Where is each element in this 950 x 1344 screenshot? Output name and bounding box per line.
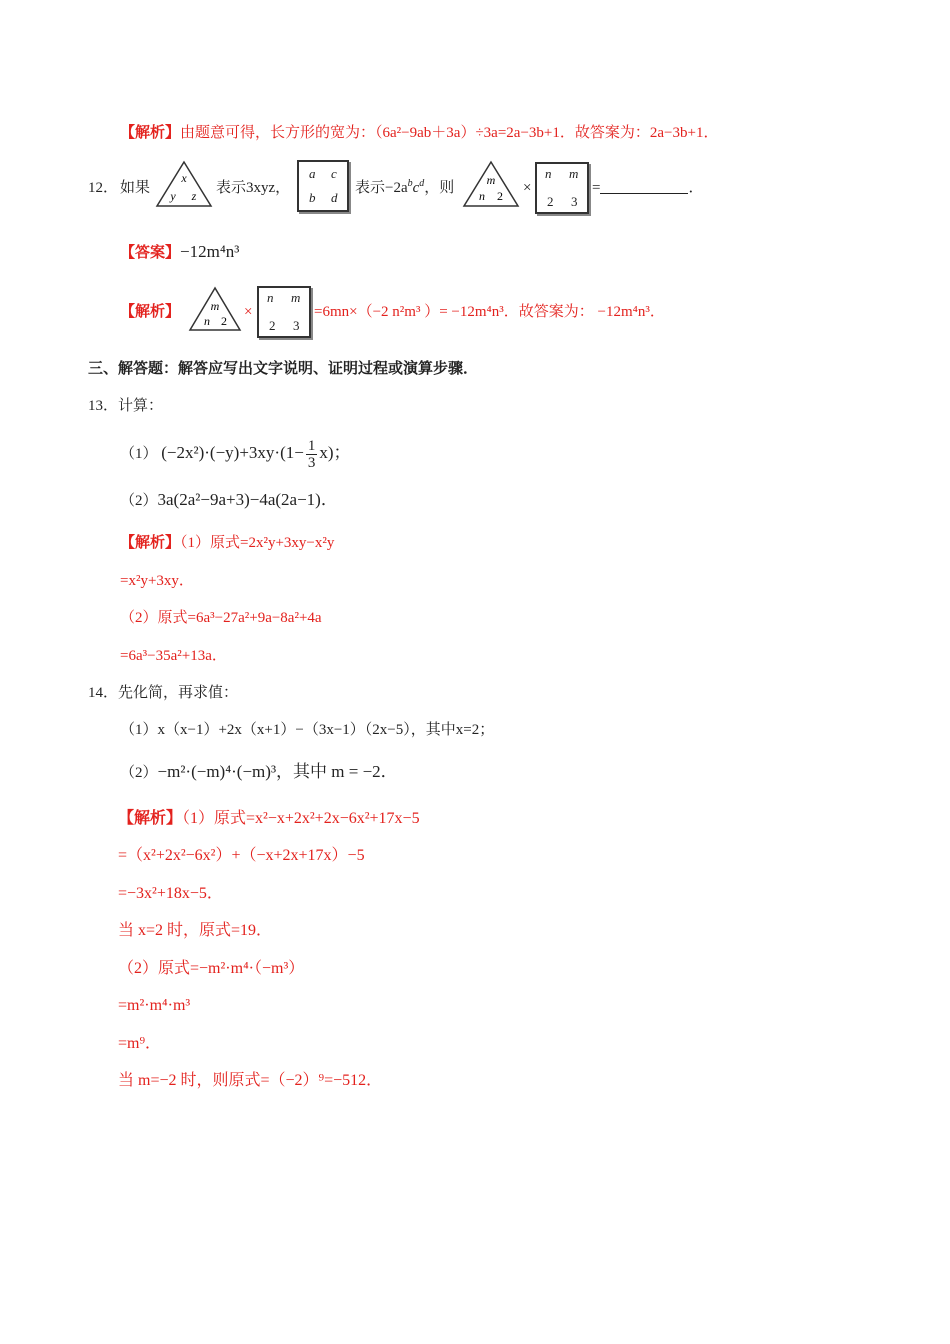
tri1-right: z <box>191 189 197 203</box>
tri3-top: m <box>210 299 220 313</box>
box-symbol <box>297 160 349 212</box>
q14-analysis-5: （2）原式=−m²·m⁴·（−m³） <box>118 960 305 977</box>
box-symbol-analysis <box>257 286 311 338</box>
blank-line <box>600 179 688 194</box>
q12-analysis-tag: 【解析】 <box>120 304 181 320</box>
q13-a1: （1）原式=2x²y+3xy−x²y <box>180 535 335 551</box>
q11-analysis-text: 由题意可得，长方形的宽为：（6a²−9ab＋3a）÷3a=2a−3b+1．故答案为：2a−3b+1． <box>180 125 719 141</box>
tri3-right: 2 <box>221 314 227 328</box>
q12-equals: = <box>592 180 601 196</box>
q14-p2-label: （2） <box>120 765 158 781</box>
triangle-symbol-analysis <box>188 286 242 332</box>
box3-br: 3 <box>293 318 300 333</box>
q12-means2-d: d <box>419 178 425 189</box>
q14-a1: （1）原式=x²−x+2x²+2x−6x²+17x−5 <box>182 810 420 827</box>
tri2-top: m <box>486 173 496 187</box>
fraction <box>306 438 318 471</box>
box1-bl: b <box>309 190 316 205</box>
q13-heading <box>88 396 163 416</box>
q14-analysis-2: =（x²+2x²−6x²）+（−x+2x+17x）−5 <box>118 847 365 864</box>
q13-number: 13． <box>88 398 119 414</box>
box2-tr: m <box>569 166 579 181</box>
box3-bl: 2 <box>269 318 276 333</box>
q13-title: 计算： <box>118 398 164 414</box>
box-symbol-question <box>535 162 589 214</box>
q12-if: 如果 <box>120 180 151 196</box>
q14-part1: （1）x（x−1）+2x（x+1）−（3x−1）（2x−5），其中x=2； <box>120 722 495 738</box>
q12-analysis-text: =6mn×（−2 n²m³ ）= −12m⁴n³．故答案为： −12m⁴n³． <box>314 304 665 320</box>
q14-p2-expr: −m²·(−m)⁴·(−m)³，其中 m = −2． <box>157 762 398 781</box>
q13-p2-label: （2） <box>120 493 158 509</box>
q12-means2-b: b <box>407 178 413 189</box>
q12-answer-text: −12m⁴n³ <box>180 242 240 261</box>
box1-br: d <box>331 190 338 205</box>
q13-p2-expr: 3a(2a²−9a+3)−4a(2a−1)． <box>157 490 338 509</box>
q14-title: 先化简，再求值： <box>118 685 239 701</box>
q13-analysis-1 <box>120 533 334 553</box>
q11-analysis <box>120 123 718 143</box>
q12-means2-tail: ，则 <box>424 180 455 196</box>
triangle-symbol-question <box>462 160 520 208</box>
q12-answer-blank <box>592 178 703 198</box>
q14-part2 <box>120 762 398 783</box>
q12-end: ． <box>688 180 704 196</box>
q13-part1 <box>120 438 351 471</box>
box3-tl: n <box>267 290 274 305</box>
q13-part2 <box>120 490 338 511</box>
box1-tr: c <box>331 166 337 181</box>
q14-analysis-8: 当 m=−2 时，则原式=（−2）⁹=−512． <box>118 1072 383 1089</box>
box1-tl: a <box>309 166 316 181</box>
q14-analysis-1 <box>118 809 420 829</box>
answer-tag: 【答案】 <box>120 245 181 261</box>
q12-means2 <box>355 178 454 198</box>
analysis-tag: 【解析】 <box>120 125 181 141</box>
q13-p1-label: （1） <box>120 446 158 462</box>
fraction-numerator: 1 <box>307 438 316 455</box>
q12-times: × <box>523 180 532 196</box>
q14-analysis-3: =−3x²+18x−5． <box>118 885 223 902</box>
q13-p1-expr-a: (−2x²)·(−y)+3xy·(1− <box>161 443 304 462</box>
q13-p1-expr-b: x)； <box>319 443 351 462</box>
q12-answer <box>120 242 239 263</box>
box2-bl: 2 <box>547 194 554 209</box>
section-title: 三、解答题：解答应写出文字说明、证明过程或演算步骤． <box>88 361 479 377</box>
analysis-tag: 【解析】 <box>120 535 181 551</box>
fraction-denominator: 3 <box>307 455 316 472</box>
box2-br: 3 <box>571 194 578 209</box>
q12-number: 12． <box>88 180 119 196</box>
tri1-left: y <box>170 189 176 203</box>
q13-analysis-2: =x²y+3xy． <box>120 573 194 589</box>
q12-means1: 表示3xyz， <box>216 180 291 196</box>
q12-analysis-times: × <box>244 304 253 320</box>
q12-means2-c: c <box>412 180 420 196</box>
q13-analysis-3: （2）原式=6a³−27a²+9a−8a²+4a <box>120 610 322 626</box>
q14-analysis-7: =m⁹． <box>118 1035 162 1052</box>
q14-analysis-6: =m²·m⁴·m³ <box>118 997 191 1014</box>
q13-analysis-4: =6a³−35a²+13a． <box>120 648 227 664</box>
triangle-symbol <box>155 160 213 208</box>
tri1-top: x <box>181 171 187 185</box>
tri3-left: n <box>204 314 210 328</box>
q14-number: 14． <box>88 685 119 701</box>
tri2-left: n <box>479 189 485 203</box>
box2-tl: n <box>545 166 552 181</box>
q14-analysis-4: 当 x=2 时，原式=19． <box>118 922 273 939</box>
q14-heading <box>88 683 238 703</box>
q12-means2-text: 表示−2a <box>355 180 408 196</box>
box3-tr: m <box>291 290 301 305</box>
analysis-tag: 【解析】 <box>118 810 183 827</box>
tri2-right: 2 <box>497 189 503 203</box>
